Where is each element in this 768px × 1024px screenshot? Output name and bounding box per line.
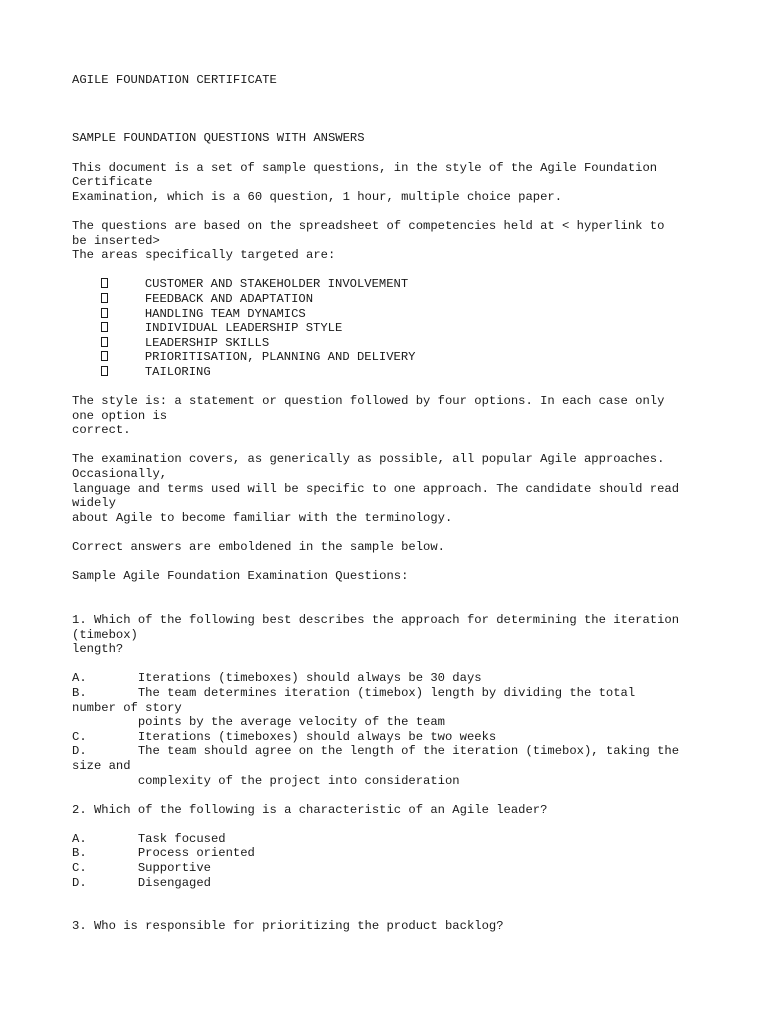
question-1-option-c: C. Iterations (timeboxes) should always be two weeks xyxy=(72,729,497,744)
intro-text-line-3: Examination, which is a 60 question, 1 hour, multiple choice paper. xyxy=(72,189,563,204)
question-1-option-a: A. Iterations (timeboxes) should always be 30 days xyxy=(72,671,482,686)
area-label: LEADERSHIP SKILLS xyxy=(144,335,270,350)
square-bullet-icon xyxy=(101,278,108,288)
area-label: TAILORING xyxy=(144,364,211,379)
style-text-line-2: one option is xyxy=(72,408,168,423)
square-bullet-icon xyxy=(101,337,108,347)
question-1-option-b-line-2: number of story xyxy=(72,700,182,715)
area-label: INDIVIDUAL LEADERSHIP STYLE xyxy=(144,321,343,336)
question-3-text: 3. Who is responsible for prioritizing the product backlog? xyxy=(72,919,504,934)
question-2-option-b: B. Process oriented xyxy=(72,846,255,861)
question-1-option-b-line-1: B. The team determines iteration (timebox) length by dividing the total xyxy=(72,685,636,700)
question-2-option-c: C. Supportive xyxy=(72,861,211,876)
question-1-text-line-1: 1. Which of the following best describes the approach for determining the iteration xyxy=(72,612,680,627)
questions-heading: Sample Agile Foundation Examination Questions: xyxy=(72,569,409,584)
style-text-line-3: correct. xyxy=(72,423,131,438)
question-1-text-line-2: (timebox) xyxy=(72,627,138,642)
areas-list xyxy=(72,277,712,379)
areas-list-item xyxy=(72,365,712,380)
question-1 xyxy=(72,613,712,788)
competencies-text-line-2: be inserted> xyxy=(72,233,160,248)
coverage-text-line-3: language and terms used will be specific to one approach. The candidate should read xyxy=(72,481,680,496)
competencies-text-line-1: The questions are based on the spreadsheet of competencies held at < hyperlink to xyxy=(72,218,665,233)
areas-list-item xyxy=(72,307,712,322)
areas-list-item xyxy=(72,321,712,336)
question-2-text: 2. Which of the following is a characteristic of an Agile leader? xyxy=(72,802,548,817)
areas-list-item xyxy=(72,336,712,351)
document-subtitle: SAMPLE FOUNDATION QUESTIONS WITH ANSWERS xyxy=(72,131,365,146)
square-bullet-icon xyxy=(101,366,108,376)
question-3 xyxy=(72,919,712,934)
areas-list-item xyxy=(72,277,712,292)
square-bullet-icon xyxy=(101,293,108,303)
coverage-text-line-5: about Agile to become familiar with the terminology. xyxy=(72,510,453,525)
coverage-text-line-2: Occasionally, xyxy=(72,467,168,482)
question-2-option-d: D. Disengaged xyxy=(72,875,211,890)
question-1-option-d-line-1: D. The team should agree on the length of the iteration (timebox), taking the xyxy=(72,744,680,759)
area-label: FEEDBACK AND ADAPTATION xyxy=(144,291,314,306)
question-2 xyxy=(72,803,712,891)
coverage-text-line-4: widely xyxy=(72,496,116,511)
square-bullet-icon xyxy=(101,351,108,361)
square-bullet-icon xyxy=(101,308,108,318)
square-bullet-icon xyxy=(101,322,108,332)
question-2-option-a: A. Task focused xyxy=(72,831,226,846)
document-title: AGILE FOUNDATION CERTIFICATE xyxy=(72,73,277,87)
question-1-option-b-line-3: points by the average velocity of the team xyxy=(72,715,445,730)
competencies-text-line-3: The areas specifically targeted are: xyxy=(72,248,336,263)
question-1-option-d-line-2: size and xyxy=(72,758,131,773)
areas-list-item xyxy=(72,292,712,307)
area-label: CUSTOMER AND STAKEHOLDER INVOLVEMENT xyxy=(144,277,409,292)
intro-text-line-1: This document is a set of sample questions, in the style of the Agile Foundation xyxy=(72,160,658,175)
document-page xyxy=(72,73,712,934)
style-text-line-1: The style is: a statement or question followed by four options. In each case only xyxy=(72,394,665,409)
coverage-text-line-1: The examination covers, as generically as possible, all popular Agile approaches. xyxy=(72,452,665,467)
question-1-text-line-3: length? xyxy=(72,642,124,657)
intro-text-line-2: Certificate xyxy=(72,175,153,190)
answers-note: Correct answers are emboldened in the sample below. xyxy=(72,540,445,555)
area-label: PRIORITISATION, PLANNING AND DELIVERY xyxy=(144,350,416,365)
areas-list-item xyxy=(72,350,712,365)
question-1-option-d-line-3: complexity of the project into consideration xyxy=(72,773,460,788)
area-label: HANDLING TEAM DYNAMICS xyxy=(144,306,306,321)
